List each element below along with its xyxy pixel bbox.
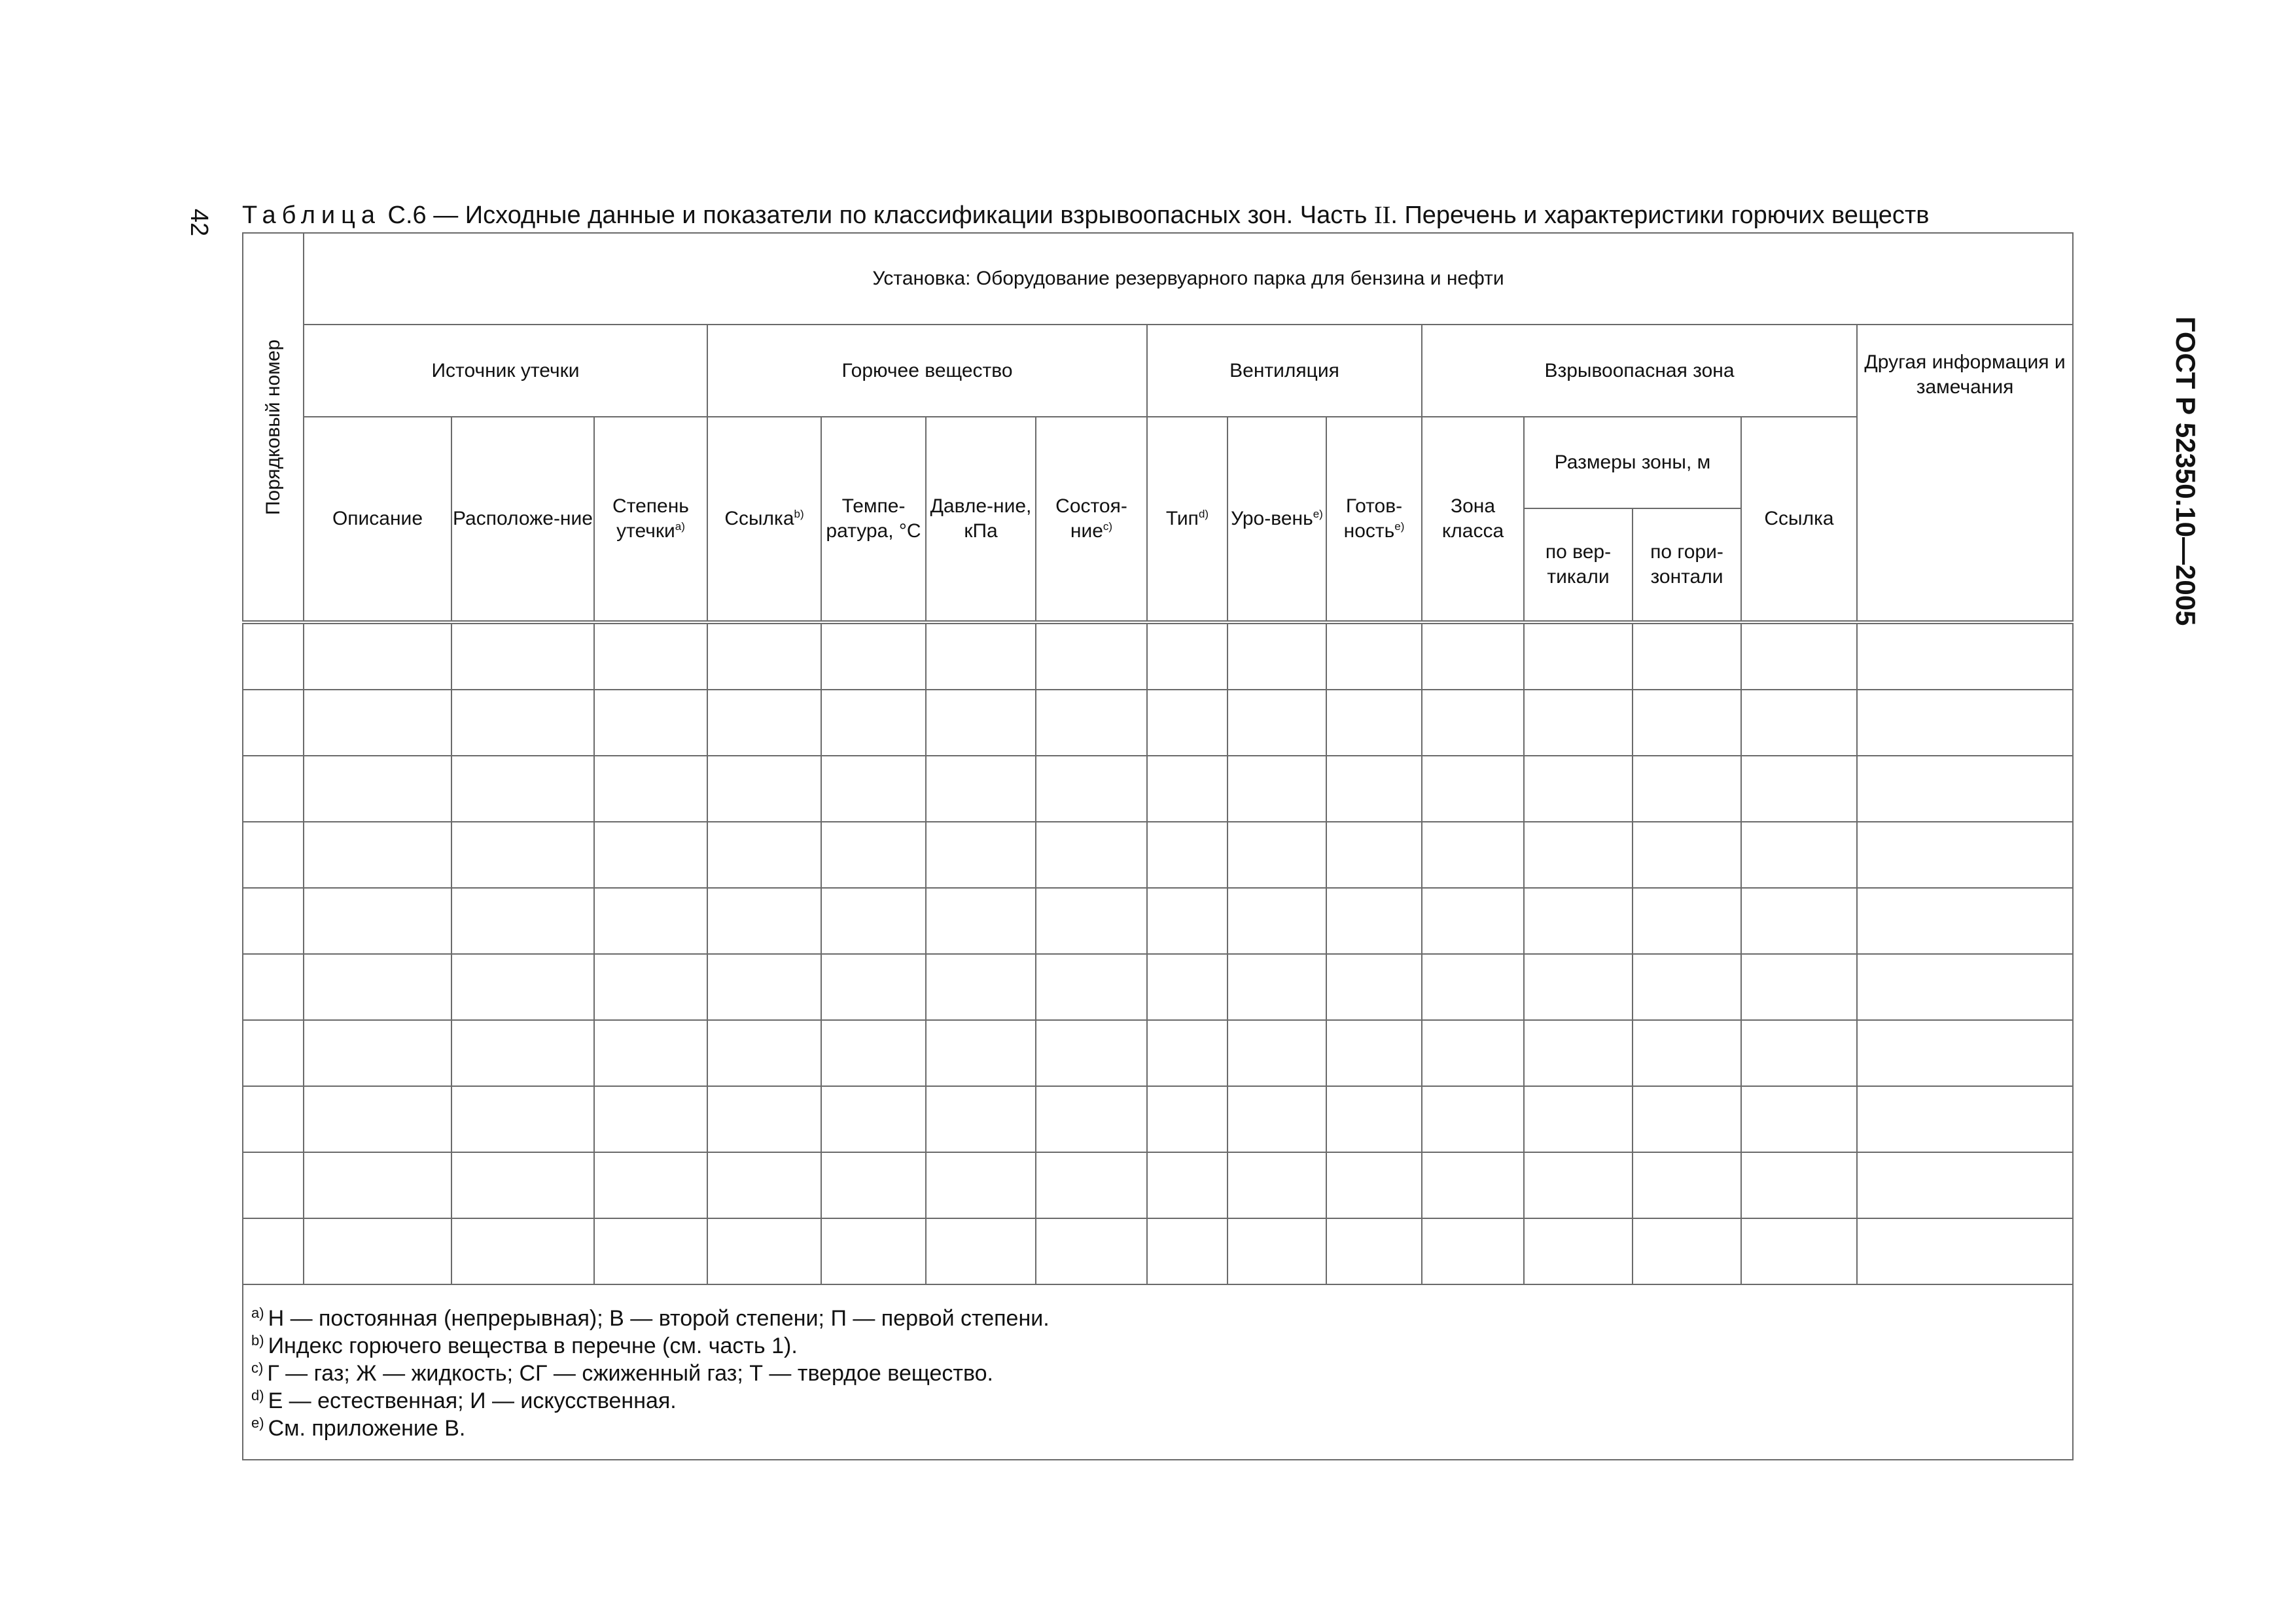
- footnotes-cell: [243, 1284, 2073, 1460]
- table-row: [243, 1086, 2073, 1152]
- group-ventilation: Вентиляция: [1147, 325, 1422, 417]
- col-pressure: Давле-ние, кПа: [926, 417, 1036, 622]
- col-zone-class: Зона класса: [1422, 417, 1524, 622]
- header-row-groups: [243, 325, 2073, 417]
- caption-text-pre: С.6 — Исходные данные и показатели по классификации взрывоопасных зон. Часть: [381, 202, 1375, 229]
- caption-text-post: . Перечень и характеристики горючих веществ: [1390, 202, 1930, 229]
- col-vertical: по вер-тикали: [1524, 508, 1633, 622]
- caption-label: Таблица: [242, 202, 381, 229]
- table-caption: [242, 200, 1930, 230]
- table-row: [243, 888, 2073, 954]
- caption-part: II: [1374, 202, 1391, 229]
- table-row: [243, 1218, 2073, 1284]
- table-row: [243, 622, 2073, 690]
- col-temperature: Темпе-ратура, °С: [821, 417, 926, 622]
- footnote-d: $^{d)}$ Е — естественная; И — искусственная.: [251, 1386, 677, 1413]
- col-type: Тип$^{d)}$: [1147, 417, 1227, 622]
- col-description: Описание: [304, 417, 451, 622]
- footnote-e: $^{e)}$ См. приложение В.: [251, 1414, 466, 1441]
- table-row: [243, 756, 2073, 822]
- installation-cell: Установка: Оборудование резервуарного парка для бензина и нефти: [304, 233, 2073, 325]
- header-row-installation: [243, 233, 2073, 325]
- row-number-label: Порядковый номер: [262, 339, 284, 515]
- group-zone: Взрывоопасная зона: [1422, 325, 1857, 417]
- col-readiness: Готов-ность$^{e)}$: [1326, 417, 1422, 622]
- col-zone-sizes: Размеры зоны, м: [1524, 417, 1741, 508]
- col-level: Уро-вень$^{e)}$: [1227, 417, 1326, 622]
- col-horizontal: по гори-зонтали: [1633, 508, 1741, 622]
- col-degree: Степень утечки$^{a)}$: [594, 417, 707, 622]
- footnote-a: $^{a)}$ Н — постоянная (непрерывная); В — второй степени; П — первой степени.: [251, 1304, 1050, 1331]
- group-substance: Горючее вещество: [707, 325, 1147, 417]
- table-row: [243, 690, 2073, 756]
- col-ref: Ссылка$^{b)}$: [707, 417, 821, 622]
- page-number: 42: [185, 208, 213, 237]
- document-code: ГОСТ Р 52350.10—2005: [2170, 316, 2201, 626]
- footnote-c: $^{c)}$ Г — газ; Ж — жидкость; СГ — сжиженный газ; Т — твердое вещество.: [251, 1359, 993, 1386]
- col-state: Состоя-ние$^{c)}$: [1036, 417, 1147, 622]
- col-location: Расположе-ние: [451, 417, 594, 622]
- table-row: [243, 954, 2073, 1020]
- table-row: [243, 1152, 2073, 1218]
- table-row: [243, 1020, 2073, 1086]
- footnote-b: $^{b)}$ Индекс горючего вещества в перечне (см. часть 1).: [251, 1332, 798, 1358]
- group-source: Источник утечки: [304, 325, 707, 417]
- col-zone-ref: Ссылка: [1741, 417, 1857, 622]
- group-other: Другая информация и замечания: [1857, 325, 2073, 622]
- footnotes-row: [243, 1284, 2073, 1460]
- header-row-columns: [243, 417, 2073, 508]
- classification-table: [242, 232, 2074, 1460]
- table-row: [243, 822, 2073, 888]
- row-number-header: [243, 233, 304, 622]
